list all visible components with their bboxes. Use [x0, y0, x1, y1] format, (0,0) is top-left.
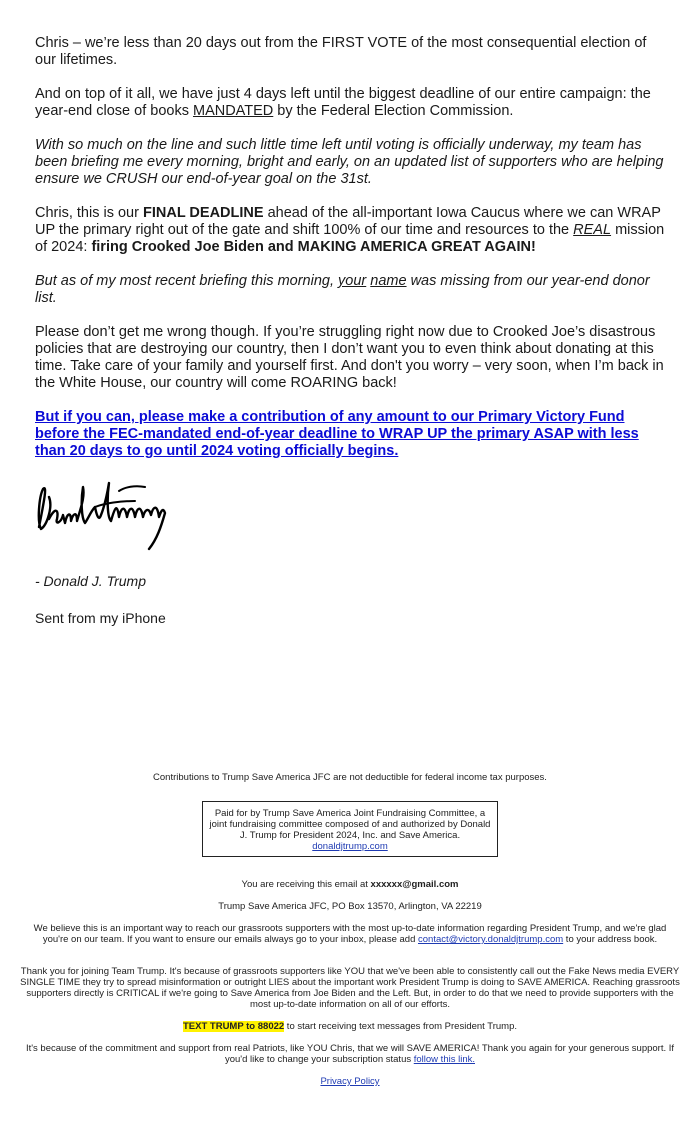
mailing-address: Trump Save America JFC, PO Box 13570, Arlington, VA 22219 — [218, 901, 482, 912]
paragraph-final-deadline — [35, 205, 665, 256]
address-book-paragraph — [20, 923, 680, 945]
sent-from-text: Sent from my iPhone — [35, 610, 166, 626]
text: by the Federal Election Commission. — [273, 103, 514, 119]
text: was missing from our year-end donor list. — [35, 273, 650, 306]
tax-disclaimer: Contributions to Trump Save America JFC are not deductible for federal income tax purposes. — [153, 772, 547, 783]
text: And on top of it all, we have just 4 days left until the biggest deadline of our entire campaign: the year-end close of books — [35, 86, 651, 119]
text: to your address book. — [563, 934, 658, 945]
cta-paragraph — [35, 409, 665, 460]
subscription-paragraph — [20, 1043, 680, 1065]
real-text: REAL — [573, 222, 612, 238]
mandated-text: MANDATED — [192, 103, 274, 119]
name-text: name — [370, 273, 407, 289]
text: You are receiving this email at — [241, 879, 371, 890]
paragraph-deadline — [35, 86, 665, 120]
subscription-link[interactable]: follow this link. — [413, 1054, 475, 1065]
final-deadline-text: FINAL DEADLINE — [142, 205, 264, 221]
text: But as of my most recent briefing this morning, — [35, 273, 339, 289]
paragraph-struggling: Please don’t get me wrong though. If you’re struggling right now due to Crooked Joe’s disastrous policies that are destroying our country, then I don’t want you to even think about donating at this time. Take care of your family and yourself first. And don't you worry – very soon, when I’m back in the White House, our country will come ROARING back! — [35, 324, 664, 391]
text: to start receiving text messages from President Trump. — [284, 1021, 518, 1032]
paid-for-box — [202, 801, 498, 857]
contact-email-link[interactable]: contact@victory.donaldjtrump.com — [418, 934, 564, 945]
signature-image — [35, 477, 170, 555]
text: Chris, this is our — [35, 205, 143, 221]
text-signup-line — [20, 1021, 680, 1032]
text: It's because of the commitment and support from real Patriots, like YOU Chris, that we will SAVE AMERICA! Thank you again for your generous support. If you'd like to change your subscription status — [25, 1043, 675, 1065]
recipient-email: xxxxxx@gmail.com — [370, 879, 459, 890]
paid-for-text: Paid for by Trump Save America Joint Fundraising Committee, a joint fundraising committee composed of and authorized by Donald J. Trump for President 2024, Inc. and Save America. — [209, 808, 491, 841]
privacy-line — [20, 1076, 680, 1087]
paragraph-first-vote: Chris – we’re less than 20 days out from the FIRST VOTE of the most consequential election of our lifetimes. — [35, 35, 647, 68]
text: We believe this is an important way to reach our grassroots supporters with the most up-to-date information regarding President Trump, and we're glad you're on our team. If you want to ensure our emails always go to your inbox, please add — [33, 923, 667, 945]
letter-body — [35, 35, 665, 477]
receiving-email-line — [20, 879, 680, 890]
signature-name: - Donald J. Trump — [35, 573, 146, 589]
text: ahead of the all-important Iowa Caucus where we can WRAP UP the primary right out of the gate and shift 100% of our time and resources to the — [35, 205, 661, 238]
paragraph-missing-name — [35, 273, 665, 307]
text-trump-highlight: TEXT TRUMP to 88022 — [182, 1021, 285, 1032]
text: mission of 2024: — [35, 222, 665, 255]
contribute-link[interactable]: But if you can, please make a contribution of any amount to our Primary Victory Fund before the FEC-mandated end-of-year deadline to WRAP UP the primary ASAP with less than 20 days to go until 2024 voting officially begins. — [35, 409, 639, 459]
privacy-policy-link[interactable]: Privacy Policy — [320, 1076, 380, 1087]
thank-you-paragraph: Thank you for joining Team Trump. It's because of grassroots supporters like YOU that we've been able to consistently call out the Fake News media EVERY SINGLE TIME they try to spread misinformation or outright LIES about the important work President Trump is doing to SAVE AMERICA. Reaching grassroots supporters directly is CRITICAL if we're going to Save America from Joe Biden and the Left. But, in order to do that we need to provide supporters with the most up-to-date information on all of our efforts. — [20, 966, 680, 1010]
donaldjtrump-link[interactable]: donaldjtrump.com — [312, 841, 388, 852]
paragraph-briefing: With so much on the line and such little time left until voting is officially underway, my team has been briefing me every morning, bright and early, on an updated list of supporters who are helping ensure we CRUSH our end-of-year goal on the 31st. — [35, 137, 664, 187]
your-text: your — [338, 273, 367, 289]
maga-text: firing Crooked Joe Biden and MAKING AMERICA GREAT AGAIN! — [91, 239, 536, 255]
